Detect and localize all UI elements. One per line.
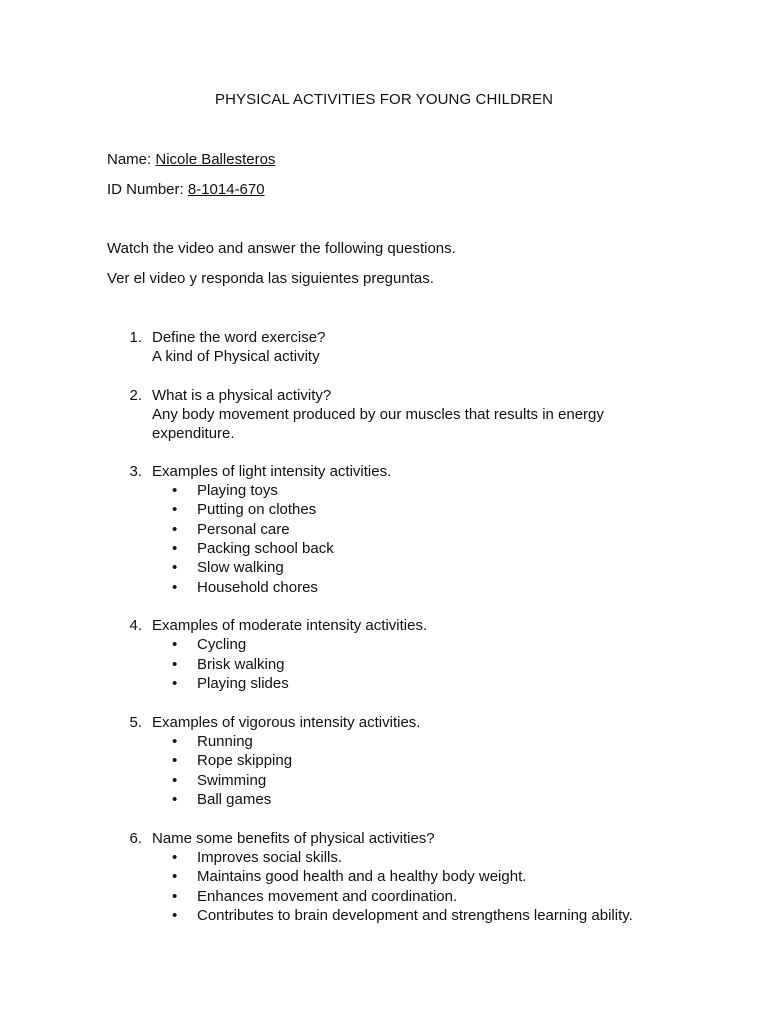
bullet-icon: • <box>172 636 178 653</box>
list-item: Playing toys <box>197 482 278 499</box>
answer-text: A kind of Physical activity <box>152 348 320 365</box>
instructions-english: Watch the video and answer the following questions. <box>107 240 456 257</box>
list-item: Brisk walking <box>197 656 285 673</box>
list-item: Swimming <box>197 772 267 789</box>
list-item: Running <box>197 733 253 750</box>
list-item: Household chores <box>197 579 318 596</box>
name-label: Name: <box>107 151 156 168</box>
list-item: Putting on clothes <box>197 501 317 518</box>
list-item: Improves social skills. <box>197 849 343 866</box>
bullet-icon: • <box>172 540 178 557</box>
question-number: 6. <box>129 830 142 847</box>
bullet-icon: • <box>172 675 178 692</box>
list-item: Slow walking <box>197 559 284 576</box>
question-text: Examples of moderate intensity activities. <box>152 617 428 634</box>
question-number: 2. <box>129 387 142 404</box>
list-item: Personal care <box>197 521 290 538</box>
question-text: Name some benefits of physical activities? <box>152 830 435 847</box>
instructions-spanish: Ver el video y responda las siguientes preguntas. <box>107 270 434 287</box>
bullet-icon: • <box>172 907 178 924</box>
list-item: Maintains good health and a healthy body weight. <box>197 868 527 885</box>
name-value: Nicole Ballesteros <box>155 151 276 168</box>
question-text: Examples of vigorous intensity activities. <box>152 714 421 731</box>
bullet-icon: • <box>172 579 178 596</box>
bullet-icon: • <box>172 888 178 905</box>
question-number: 4. <box>129 617 142 634</box>
list-item: Cycling <box>197 636 247 653</box>
list-item: Enhances movement and coordination. <box>197 888 458 905</box>
bullet-icon: • <box>172 752 178 769</box>
list-item: Contributes to brain development and strengthens learning ability. <box>197 907 633 924</box>
id-value: 8-1014-670 <box>187 181 265 198</box>
id-label: ID Number: <box>107 181 188 198</box>
question-number: 1. <box>129 329 142 346</box>
bullet-icon: • <box>172 791 178 808</box>
bullet-icon: • <box>172 868 178 885</box>
bullet-icon: • <box>172 501 178 518</box>
bullet-icon: • <box>172 521 178 538</box>
id-line <box>107 180 265 199</box>
answer-text: Any body movement produced by our muscles that results in energy expenditure. <box>152 406 604 443</box>
bullet-icon: • <box>172 559 178 576</box>
name-line <box>107 150 275 169</box>
list-item: Playing slides <box>197 675 289 692</box>
list-item: Ball games <box>197 791 272 808</box>
question-text: Define the word exercise? <box>152 329 326 346</box>
bullet-icon: • <box>172 482 178 499</box>
question-text: Examples of light intensity activities. <box>152 463 392 480</box>
bullet-icon: • <box>172 656 178 673</box>
bullet-icon: • <box>172 849 178 866</box>
question-text: What is a physical activity? <box>152 387 332 404</box>
list-item: Rope skipping <box>197 752 293 769</box>
question-number: 5. <box>129 714 142 731</box>
bullet-icon: • <box>172 733 178 750</box>
document-title: PHYSICAL ACTIVITIES FOR YOUNG CHILDREN <box>214 91 554 108</box>
list-item: Packing school back <box>197 540 334 557</box>
question-number: 3. <box>129 463 142 480</box>
bullet-icon: • <box>172 772 178 789</box>
